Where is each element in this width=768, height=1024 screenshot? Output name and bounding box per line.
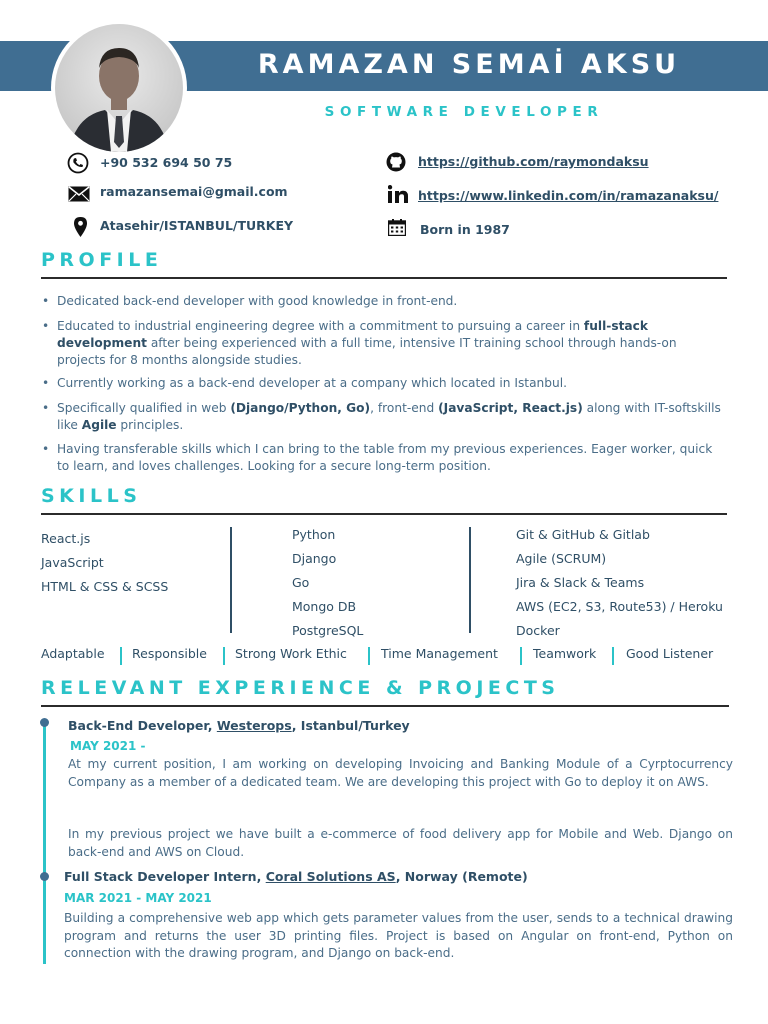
experience-divider [41,705,729,707]
soft-skill-divider [368,647,370,665]
job-title: Full Stack Developer Intern, Coral Solutions AS, Norway (Remote) [64,869,528,884]
profile-divider [41,277,727,279]
skills-column-divider [469,527,471,633]
mail-icon [68,186,90,206]
profile-item: • Educated to industrial engineering degree with a commitment to pursuing a career in full-stack development after being experienced with a full time, intensive IT training school through hands-on projects for 8 months alongside studies. [57,318,725,369]
profile-heading: PROFILE [41,249,163,271]
timeline-dot [40,718,49,727]
soft-skill-divider [223,647,225,665]
avatar [55,24,183,152]
profile-photo [51,20,187,156]
soft-skill: Good Listener [626,646,714,661]
soft-skill: Teamwork [533,646,597,661]
soft-skill: Time Management [381,646,498,661]
skills-divider [41,513,727,515]
job-date: MAY 2021 - [70,739,146,753]
calendar-icon [388,219,406,240]
skill-item: Docker [516,623,560,638]
skill-item: PostgreSQL [292,623,364,638]
skill-item: Go [292,575,310,590]
company-link[interactable]: Coral Solutions AS [265,869,396,884]
profile-item: • Having transferable skills which I can bring to the table from my previous experiences. Eager worker, quick to learn, and loves challenges. Looking for a secure long-term position. [57,441,725,475]
github-link[interactable]: https://github.com/raymondaksu [418,154,649,169]
job-date: MAR 2021 - MAY 2021 [64,891,212,905]
soft-skill-divider [612,647,614,665]
email-address[interactable]: ramazansemai@gmail.com [100,184,288,199]
timeline-line [43,722,46,964]
skill-item: Jira & Slack & Teams [516,575,645,590]
soft-skill-divider [120,647,122,665]
job-role: SOFTWARE DEVELOPER [324,104,604,120]
location-pin-icon [74,217,87,241]
company-link[interactable]: Westerops [216,718,292,733]
skill-item: JavaScript [41,555,104,570]
profile-item: • Currently working as a back-end developer at a company which located in Istanbul. [57,375,725,392]
phone-number: +90 532 694 50 75 [100,155,233,170]
skill-item: HTML & CSS & SCSS [41,579,169,594]
linkedin-link[interactable]: https://www.linkedin.com/in/ramazanaksu/ [418,188,719,203]
soft-skill-divider [520,647,522,665]
linkedin-icon [388,185,408,207]
job-description: At my current position, I am working on developing Invoicing and Banking Module of a Cyrptocurrency Company as a member of a dedicated team. We are developing this project with Go to deploy it on AWS. [68,757,733,789]
skills-column-divider [230,527,232,633]
skill-item: Django [292,551,337,566]
profile-item: • Dedicated back-end developer with good knowledge in front-end. [57,293,725,310]
timeline-dot [40,872,49,881]
soft-skill: Strong Work Ethic [235,646,347,661]
skills-heading: SKILLS [41,485,142,507]
job-title: Back-End Developer, Westerops, Istanbul/Turkey [68,718,410,733]
birth-year: Born in 1987 [420,222,510,237]
skill-item: AWS (EC2, S3, Route53) / Heroku [516,599,723,614]
skill-item: React.js [41,531,91,546]
profile-item: • Specifically qualified in web (Django/Python, Go), front-end (JavaScript, React.js) along with IT-softskills like Agile principles. [57,400,725,434]
job-description: In my previous project we have built a e-commerce of food delivery app for Mobile and Web. Django on back-end and AWS on Cloud. [68,827,733,859]
soft-skill: Adaptable [41,646,105,661]
skill-item: Git & GitHub & Gitlab [516,527,650,542]
job-description: Building a comprehensive web app which gets parameter values from the user, sends to a technical drawing program and returns the user 3D printing files. Project is based on Angular on front-end, Python on connection with the drawing program, and Django on back-end. [64,911,733,960]
github-icon [386,152,406,176]
phone-icon [67,152,89,178]
candidate-name: RAMAZAN SEMAİ AKSU [257,49,681,80]
skill-item: Mongo DB [292,599,357,614]
experience-heading: RELEVANT EXPERIENCE & PROJECTS [41,677,560,699]
location: Atasehir/ISTANBUL/TURKEY [100,218,294,233]
skill-item: Agile (SCRUM) [516,551,607,566]
soft-skill: Responsible [132,646,207,661]
skill-item: Python [292,527,336,542]
